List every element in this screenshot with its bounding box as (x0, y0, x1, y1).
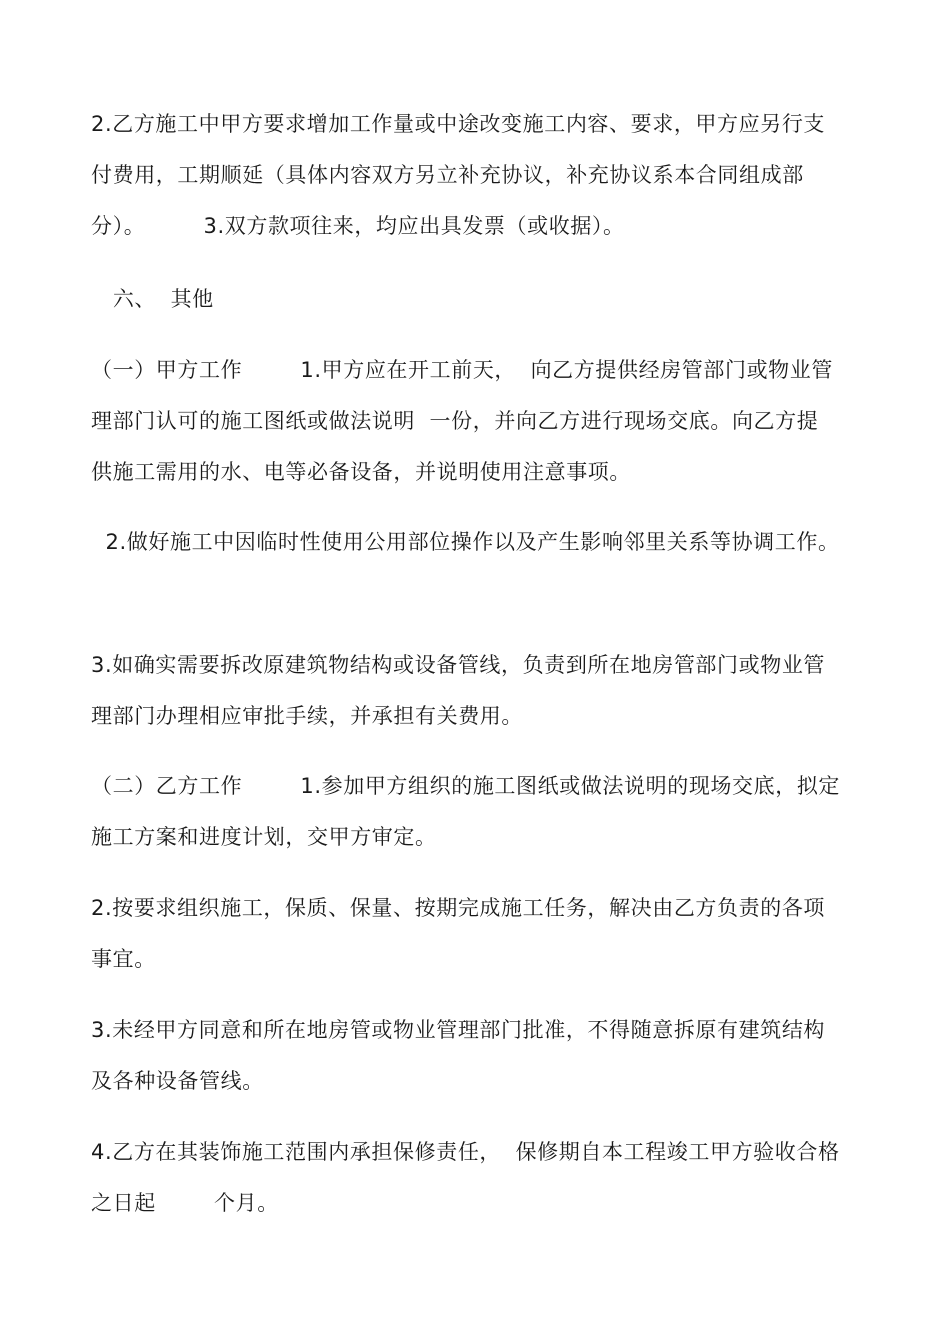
paragraph-line: 分）。 3.双方款项往来，均应出具发票（或收据）。 (91, 214, 625, 238)
paragraph-line: 理部门认可的施工图纸或做法说明 一份，并向乙方进行现场交底。向乙方提 (91, 409, 819, 433)
paragraph-line: 2.按要求组织施工，保质、保量、按期完成施工任务，解决由乙方负责的各项 (91, 896, 826, 920)
paragraph-line: 理部门办理相应审批手续，并承担有关费用。 (91, 704, 523, 728)
paragraph-line: 2.做好施工中因临时性使用公用部位操作以及产生影响邻里关系等协调工作。 (91, 530, 840, 554)
paragraph-line: 4.乙方在其装饰施工范围内承担保修责任， 保修期自本工程竣工甲方验收合格 (91, 1140, 840, 1164)
paragraph-line: 之日起 个月。 (91, 1191, 279, 1215)
paragraph-line: 及各种设备管线。 (91, 1069, 264, 1093)
paragraph-line: 事宜。 (91, 947, 156, 971)
paragraph-line: 3.如确实需要拆改原建筑物结构或设备管线，负责到所在地房管部门或物业管 (91, 653, 826, 677)
paragraph-line: 施工方案和进度计划，交甲方审定。 (91, 825, 437, 849)
paragraph-line: 2.乙方施工中甲方要求增加工作量或中途改变施工内容、要求，甲方应另行支 (91, 112, 826, 136)
paragraph-line: 付费用，工期顺延（具体内容双方另立补充协议，补充协议系本合同组成部 (91, 163, 804, 187)
paragraph-line: （二）乙方工作 1.参加甲方组织的施工图纸或做法说明的现场交底，拟定 (91, 774, 841, 798)
paragraph-line: 供施工需用的水、电等必备设备，并说明使用注意事项。 (91, 460, 631, 484)
section-heading: 六、 其他 (91, 287, 214, 311)
paragraph-line: 3.未经甲方同意和所在地房管或物业管理部门批准，不得随意拆原有建筑结构 (91, 1018, 826, 1042)
paragraph-line: （一）甲方工作 1.甲方应在开工前天， 向乙方提供经房管部门或物业管 (91, 358, 833, 382)
